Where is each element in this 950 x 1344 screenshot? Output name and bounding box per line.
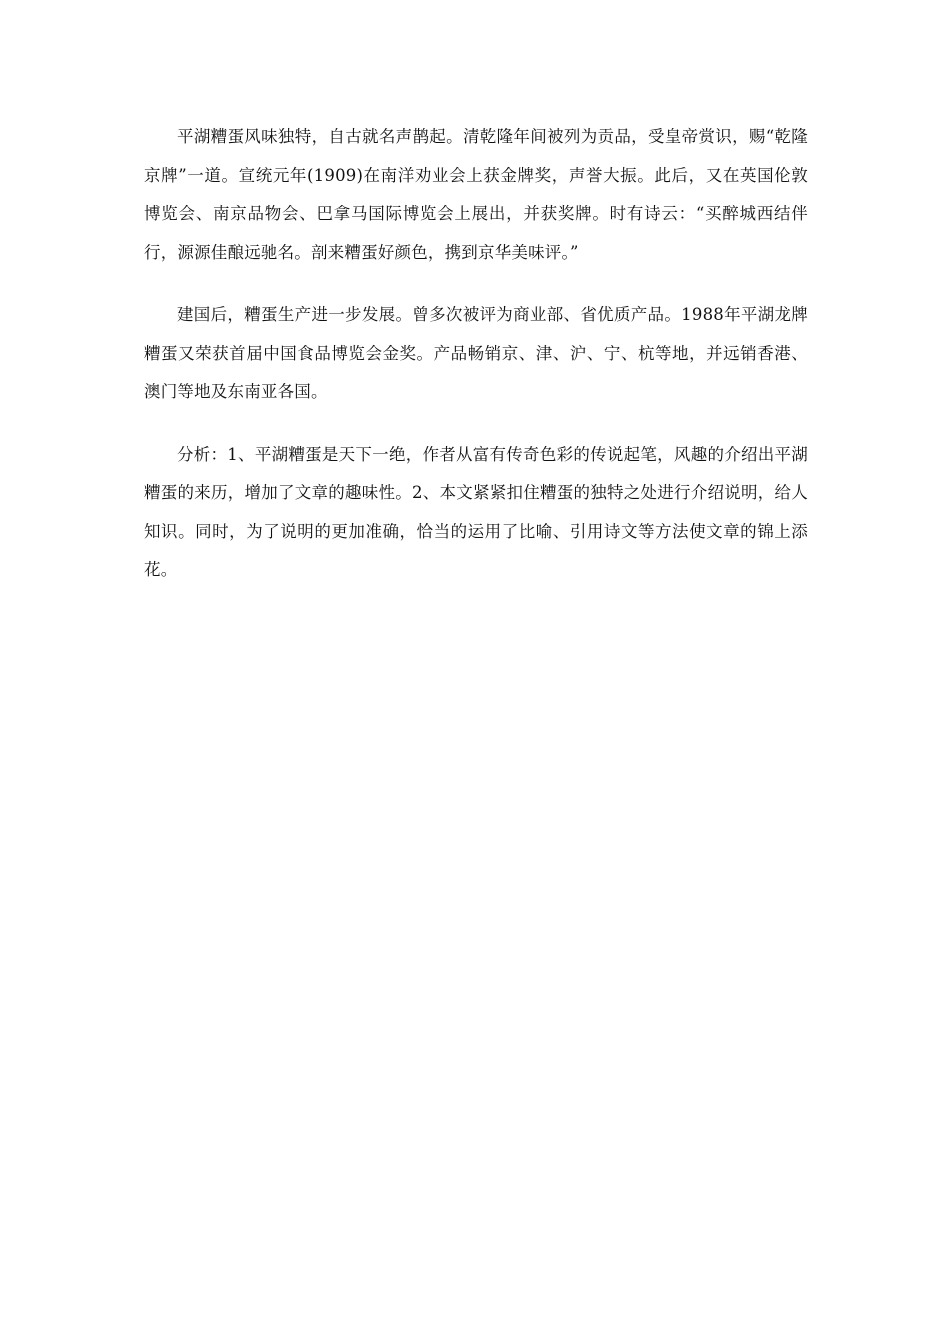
paragraph-analysis: 分析：1、平湖糟蛋是天下一绝，作者从富有传奇色彩的传说起笔，风趣的介绍出平湖糟蛋的来历，增加了文章的趣味性。2、本文紧紧扣住糟蛋的独特之处进行介绍说明，给人知识。同时，为了说明的更加准确，恰当的运用了比喻、引用诗文等方法使文章的锦上添花。 xyxy=(144,444,808,579)
document-body xyxy=(144,118,808,614)
paragraph-development: 建国后，糟蛋生产进一步发展。曾多次被评为商业部、省优质产品。1988年平湖龙牌糟蛋又荣获首届中国食品博览会金奖。产品畅销京、津、沪、宁、杭等地，并远销香港、澳门等地及东南亚各国。 xyxy=(144,305,808,401)
paragraph-history: 平湖糟蛋风味独特，自古就名声鹊起。清乾隆年间被列为贡品，受皇帝赏识，赐“乾隆京牌”一道。宣统元年(1909)在南洋劝业会上获金牌奖，声誉大振。此后，又在英国伦敦博览会、南京品物会、巴拿马国际博览会上展出，并获奖牌。时有诗云：“买醉城西结伴行，源源佳酿远驰名。剖来糟蛋好颜色，携到京华美味评。” xyxy=(144,127,808,262)
